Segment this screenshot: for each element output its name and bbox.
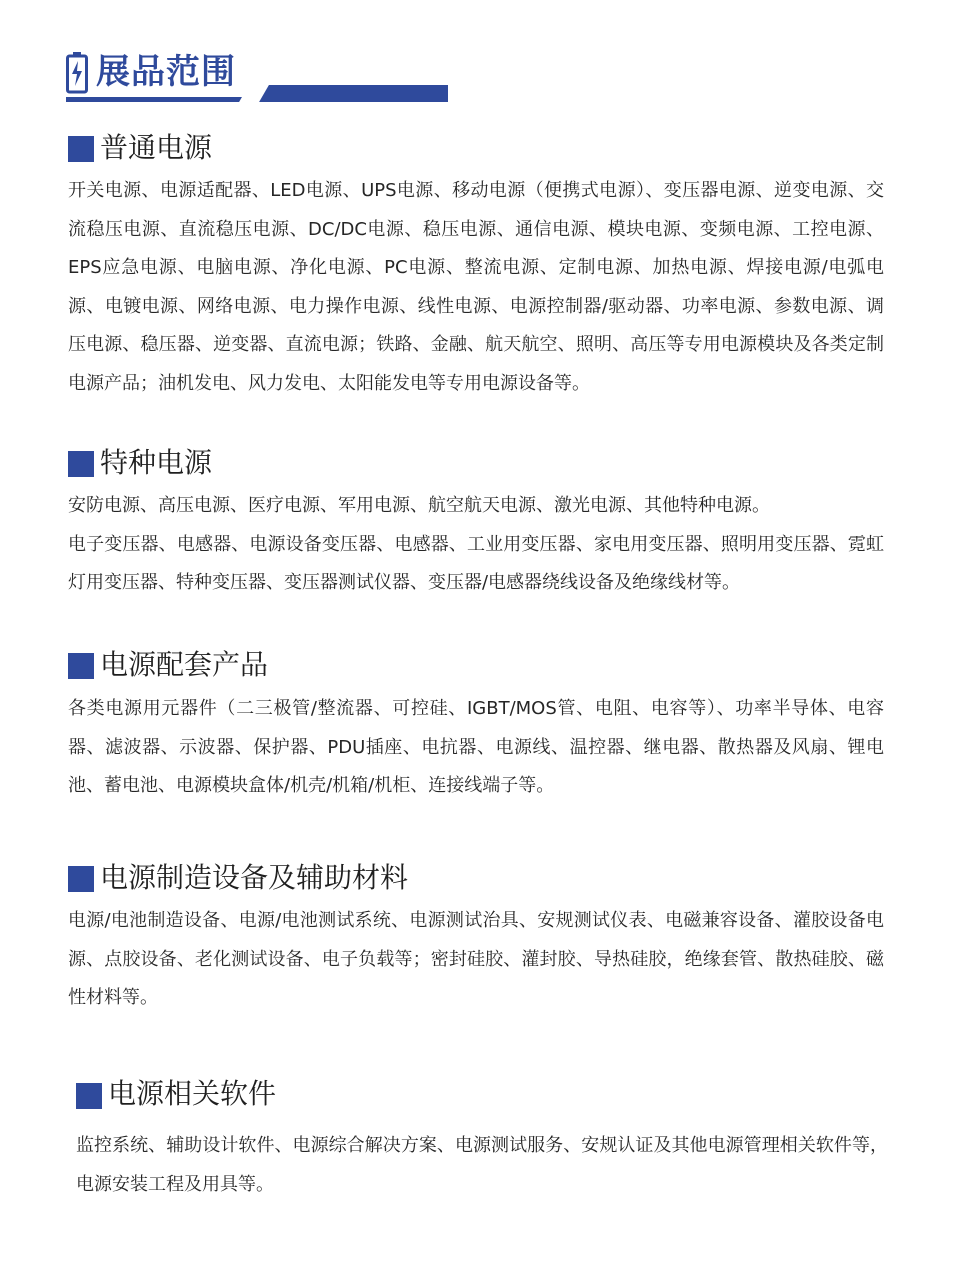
- section-title: 特种电源: [100, 446, 213, 479]
- section-body: [68, 487, 884, 603]
- page-title: 展品范围: [96, 52, 236, 92]
- section-marker: [68, 866, 94, 892]
- section-marker: [68, 451, 94, 477]
- section-body: [68, 172, 884, 404]
- section-paragraph: 电源/电池制造设备、电源/电池测试系统、电源测试治具、安规测试仪表、电磁兼容设备、灌胶设备电源、点胶设备、老化测试设备、电子负载等；密封硅胶、灌封胶、导热硅胶，绝缘套管、散热硅胶、磁性材料等。: [68, 910, 884, 1009]
- section-paragraph: 安防电源、高压电源、医疗电源、军用电源、航空航天电源、激光电源、其他特种电源。: [68, 495, 770, 516]
- section-paragraph: 各类电源用元器件（二三极管/整流器、可控硅、IGBT/MOS管、电阻、电容等）、功率半导体、电容器、滤波器、示波器、保护器、PDU插座、电抗器、电源线、温控器、继电器、散热器及风扇、锂电池、蓄电池、电源模块盒体/机壳/机箱/机柜、连接线端子等。: [68, 698, 884, 797]
- section-paragraph: 电子变压器、电感器、电源设备变压器、电感器、工业用变压器、家电用变压器、照明用变压器、霓虹灯用变压器、特种变压器、变压器测试仪器、变压器/电感器绕线设备及绝缘线材等。: [68, 533, 884, 594]
- section-paragraph: 开关电源、电源适配器、LED电源、UPS电源、移动电源（便携式电源）、变压器电源、逆变电源、交流稳压电源、直流稳压电源、DC/DC电源、稳压电源、通信电源、模块电源、变频电源、工控电源、EPS应急电源、电脑电源、净化电源、PC电源、整流电源、定制电源、加热电源、焊接电源/电弧电源、电镀电源、网络电源、电力操作电源、线性电源、电源控制器/驱动器、功率电源、参数电源、调压电源、稳压器、逆变器、直流电源；铁路、金融、航天航空、照明、高压等专用电源模块及各类定制电源产品；油机发电、风力发电、太阳能发电等专用电源设备等。: [68, 180, 884, 394]
- section-body: [68, 690, 884, 806]
- section-body: [76, 1127, 888, 1204]
- section-marker: [76, 1083, 102, 1109]
- section-title: 电源配套产品: [100, 648, 269, 681]
- section-marker: [68, 136, 94, 162]
- header-accent-bar: [254, 85, 448, 102]
- section-title: 普通电源: [100, 131, 213, 164]
- section-paragraph: 监控系统、辅助设计软件、电源综合解决方案、电源测试服务、安规认证及其他电源管理相关软件等，电源安装工程及用具等。: [76, 1135, 888, 1195]
- section-title: 电源相关软件: [108, 1077, 277, 1110]
- battery-bolt-icon: [66, 52, 88, 94]
- section-title: 电源制造设备及辅助材料: [100, 861, 409, 894]
- section-marker: [68, 653, 94, 679]
- section-body: [68, 902, 884, 1018]
- page-header: [0, 0, 960, 110]
